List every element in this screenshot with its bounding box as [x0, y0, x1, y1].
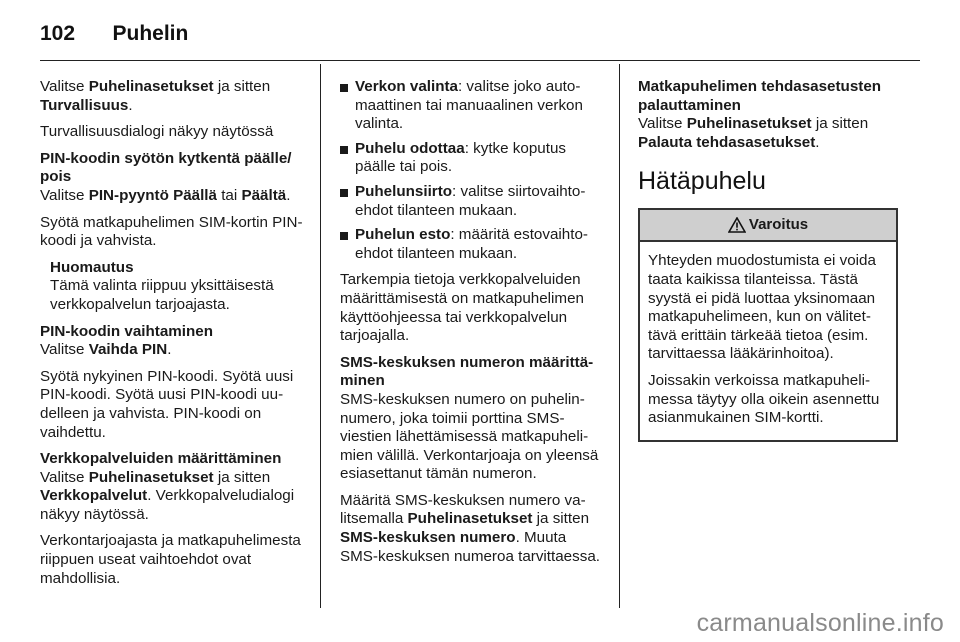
page-title: Puhelin	[112, 22, 189, 45]
menu-term: Vaihda PIN	[88, 341, 168, 359]
column-divider-2	[619, 64, 620, 608]
subheading: PIN-koodin syötön kytkentä päälle/ pois	[40, 149, 292, 186]
bullet-square-icon	[340, 84, 348, 92]
subheading: SMS-keskuksen numeron määrittäminen	[340, 353, 594, 390]
option-list	[340, 78, 608, 263]
paragraph: SMS-keskuksen numero on puhelinnumero, joka toimii porttina SMS-viestien lähettämisessä matkapuhelimien välillä. Verkontarjoaja on yleensä esiasettanut tämän numeron.	[340, 390, 599, 483]
subheading: PIN-koodin vaihtaminen	[40, 322, 213, 340]
warning-title: Varoitus	[748, 216, 809, 234]
menu-term: Puhelinasetukset	[88, 78, 214, 95]
warning-box	[638, 208, 898, 441]
subheading: Matkapuhelimen tehdasasetusten palauttaminen	[638, 78, 882, 114]
column-2	[340, 78, 608, 574]
page-header	[40, 22, 920, 46]
section-heading: Hätäpuhelu	[638, 167, 766, 196]
warning-body	[640, 242, 896, 439]
paragraph: Tarkempia tietoja verkkopalveluiden määrittämisestä on matkapuhelimen käyttöohjeessa tai verkkopalvelun tarjoajalla.	[340, 271, 584, 345]
list-item: Puhelu odottaa: kytke koputus päälle tai pois.	[340, 140, 608, 177]
warning-paragraph: Joissakin verkoissa matkapuhelimessa täytyy olla oikein asennettu asianmukainen SIM-kortti.	[648, 371, 880, 427]
paragraph: Valitse Puhelinasetukset ja sitten Turvallisuus.	[40, 78, 271, 114]
paragraph: Valitse Puhelinasetukset ja sitten Palauta tehdasasetukset.	[638, 115, 869, 151]
menu-term: Puhelinasetukset	[407, 510, 533, 528]
column-1	[40, 78, 308, 596]
menu-term: Verkkopalvelut	[40, 487, 148, 505]
menu-term: PIN-pyyntö Päällä	[88, 186, 217, 204]
menu-term: Puhelinasetukset	[686, 115, 812, 133]
warning-triangle-icon	[728, 217, 746, 233]
paragraph: Syötä matkapuhelimen SIM-kortin PIN-koodi ja vahvista.	[40, 213, 303, 250]
paragraph: Määritä SMS-keskuksen numero valitsemalla Puhelinasetukset ja sitten SMS-keskuksen numero. Muuta SMS-keskuksen numeroa tarvittaessa.	[340, 491, 600, 565]
menu-term: Turvallisuus	[40, 96, 129, 114]
subheading: Verkkopalveluiden määrittäminen	[40, 450, 282, 468]
note-text: Tämä valinta riippuu yksittäisestä verkkopalvelun tarjoajasta.	[50, 277, 274, 313]
note-block	[50, 259, 308, 315]
note-title: Huomautus	[50, 258, 134, 276]
column-3	[638, 78, 900, 442]
menu-term: Puhelinasetukset	[88, 468, 214, 486]
paragraph: Syötä nykyinen PIN-koodi. Syötä uusi PIN-koodi. Syötä uusi PIN-koodi uudelleen ja vahvista. PIN-koodi on vaihdettu.	[40, 367, 294, 441]
bullet-square-icon	[340, 146, 348, 154]
menu-term: Päältä	[241, 186, 287, 204]
watermark: carmanualsonline.info	[696, 609, 944, 637]
paragraph: Valitse Puhelinasetukset ja sitten Verkkopalvelut. Verkkopalveludialogi näkyy näytössä.	[40, 468, 295, 523]
bullet-square-icon	[340, 189, 348, 197]
paragraph: Turvallisuusdialogi näkyy näytössä	[40, 123, 274, 141]
page-number: 102	[40, 22, 76, 45]
header-rule	[40, 60, 920, 61]
warning-header	[640, 210, 896, 242]
menu-term: Palauta tehdasasetukset	[638, 133, 816, 151]
paragraph: Verkontarjoajasta ja matkapuhelimesta riippuen useat vaihtoehdot ovat mahdollisia.	[40, 532, 301, 587]
paragraph: Valitse Vaihda PIN.	[40, 341, 172, 359]
column-divider-1	[320, 64, 321, 608]
menu-term: SMS-keskuksen numero	[340, 529, 516, 547]
list-item: Verkon valinta: valitse joko automaattinen tai manuaalinen verkon valinta.	[340, 78, 608, 134]
warning-paragraph: Yhteyden muodostumista ei voida taata kaikissa tilanteissa. Tästä syystä ei pidä luottaa yksinomaan matkapuhelimeen, kun on välitettävä erittäin tärkeää tietoa (esim. tarvittaessa lääkärinhoitoa).	[648, 252, 876, 363]
bullet-square-icon	[340, 232, 348, 240]
paragraph: Valitse PIN-pyyntö Päällä tai Päältä.	[40, 186, 291, 204]
list-item: Puhelunsiirto: valitse siirtovaihtoehdot tilanteen mukaan.	[340, 183, 608, 220]
list-item: Puhelun esto: määritä estovaihtoehdot tilanteen mukaan.	[340, 226, 608, 263]
